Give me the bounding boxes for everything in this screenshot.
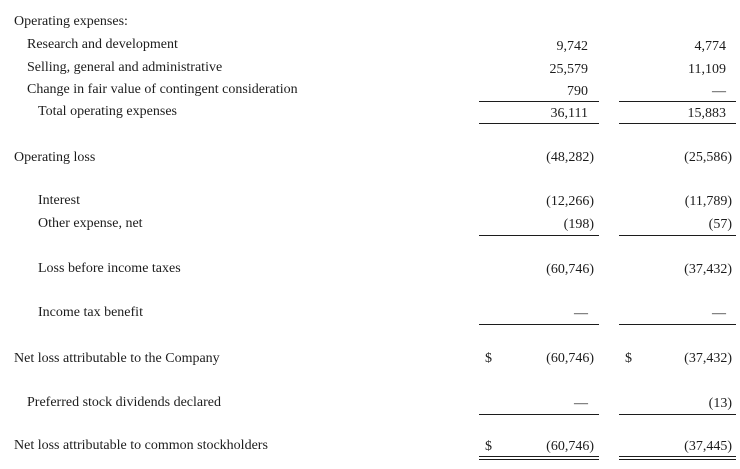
dividends-rule-col2 — [619, 414, 736, 415]
currency-net-loss-company-col2: $ — [625, 351, 632, 366]
final-rule-lower-col1 — [479, 459, 599, 460]
value-net-loss-common-col2: (37,445) — [684, 439, 732, 454]
total-rule-col1 — [479, 123, 599, 124]
value-preferred-dividends-col1: — — [574, 396, 588, 411]
row-label-income-tax-benefit: Income tax benefit — [38, 305, 143, 320]
subtotal-rule-col2 — [619, 101, 736, 102]
value-net-loss-company-col1: (60,746) — [546, 351, 594, 366]
row-label-preferred-dividends: Preferred stock dividends declared — [27, 395, 221, 410]
value-income-tax-benefit-col1: — — [574, 306, 588, 321]
value-net-loss-common-col1: (60,746) — [546, 439, 594, 454]
value-other-expense-col1: (198) — [563, 217, 594, 232]
row-label-other-expense: Other expense, net — [38, 216, 143, 231]
row-label-interest: Interest — [38, 193, 80, 208]
value-preferred-dividends-col2: (13) — [708, 396, 732, 411]
value-loss-before-taxes-col1: (60,746) — [546, 262, 594, 277]
value-total-operating-expenses-col2: 15,883 — [687, 106, 726, 121]
row-label-net-loss-company: Net loss attributable to the Company — [14, 351, 220, 366]
value-interest-col1: (12,266) — [546, 194, 594, 209]
operating-expenses-heading: Operating expenses: — [14, 14, 128, 29]
currency-net-loss-company-col1: $ — [485, 351, 492, 366]
value-operating-loss-col2: (25,586) — [684, 150, 732, 165]
value-total-operating-expenses-col1: 36,111 — [550, 106, 588, 121]
row-label-net-loss-common: Net loss attributable to common stockholders — [14, 438, 268, 453]
value-operating-loss-col1: (48,282) — [546, 150, 594, 165]
row-label-selling-general-admin: Selling, general and administrative — [27, 60, 223, 75]
currency-net-loss-common-col1: $ — [485, 439, 492, 454]
value-loss-before-taxes-col2: (37,432) — [684, 262, 732, 277]
value-income-tax-benefit-col2: — — [712, 306, 726, 321]
value-selling-general-admin-col1: 25,579 — [549, 62, 588, 77]
final-rule-upper-col1 — [479, 456, 599, 457]
total-rule-col2 — [619, 123, 736, 124]
row-label-loss-before-taxes: Loss before income taxes — [38, 261, 181, 276]
value-net-loss-company-col2: (37,432) — [684, 351, 732, 366]
row-label-contingent-consideration: Change in fair value of contingent consideration — [27, 82, 298, 97]
tax-rule-col2 — [619, 324, 736, 325]
dividends-rule-col1 — [479, 414, 599, 415]
value-contingent-consideration-col1: 790 — [567, 84, 588, 99]
final-rule-lower-col2 — [619, 459, 736, 460]
value-other-expense-col2: (57) — [708, 217, 732, 232]
row-label-research-development: Research and development — [27, 37, 178, 52]
row-label-operating-loss: Operating loss — [14, 150, 96, 165]
value-selling-general-admin-col2: 11,109 — [688, 62, 726, 77]
value-research-development-col2: 4,774 — [694, 39, 726, 54]
row-label-total-operating-expenses: Total operating expenses — [38, 104, 177, 119]
value-interest-col2: (11,789) — [684, 194, 732, 209]
final-rule-upper-col2 — [619, 456, 736, 457]
tax-rule-col1 — [479, 324, 599, 325]
value-research-development-col1: 9,742 — [556, 39, 588, 54]
other-rule-col2 — [619, 235, 736, 236]
other-rule-col1 — [479, 235, 599, 236]
subtotal-rule-col1 — [479, 101, 599, 102]
value-contingent-consideration-col2: — — [712, 84, 726, 99]
